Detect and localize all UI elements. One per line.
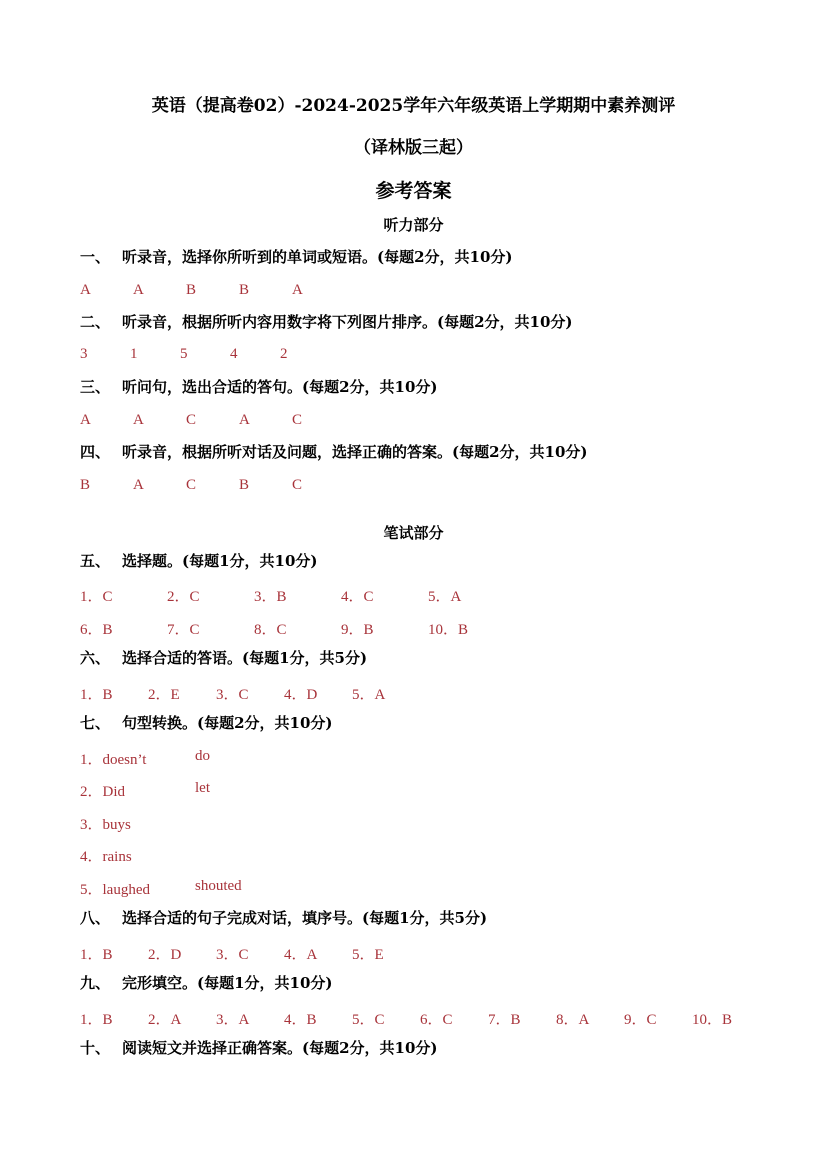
section-6-heading <box>80 647 367 668</box>
listening-heading: 听力部分 <box>383 216 444 234</box>
section-4-heading <box>80 441 588 462</box>
answer-item: C <box>292 412 303 428</box>
answer-item: let <box>195 780 210 796</box>
section-1-answers <box>80 282 303 299</box>
answer-item: 5．A <box>352 687 386 703</box>
answer-item: 3．C <box>216 947 249 963</box>
answer-item: 5 <box>180 346 188 362</box>
answer-item: B <box>239 477 250 493</box>
section-number: 二、 <box>80 313 111 331</box>
answer-item: 7．C <box>167 622 200 638</box>
answer-item: C <box>292 477 303 493</box>
answer-item: C <box>186 412 197 428</box>
section-9-answers <box>80 1008 732 1029</box>
answer-item: A <box>133 477 144 493</box>
section-3-heading <box>80 376 438 397</box>
section-7-heading <box>80 712 333 733</box>
answer-item: 3．buys <box>80 817 131 833</box>
section-instruction: 选择题。(每题1分，共10分) <box>122 552 318 570</box>
section-2-answers <box>80 346 288 363</box>
section-instruction: 完形填空。(每题1分，共10分) <box>122 974 333 992</box>
section-5-heading <box>80 550 318 571</box>
answer-item: 4．rains <box>80 849 132 865</box>
section-number: 九、 <box>80 974 111 992</box>
section-5-answers-row-2 <box>80 618 468 639</box>
answer-item: 2．E <box>148 687 180 703</box>
answer-item: 5．laughed <box>80 882 150 898</box>
section-1-heading <box>80 246 513 267</box>
answer-item: 1．B <box>80 947 113 963</box>
answer-item: A <box>80 412 91 428</box>
answer-item: 9．C <box>624 1012 657 1028</box>
answer-item: 7．B <box>488 1012 521 1028</box>
answer-item: 2．C <box>167 589 200 605</box>
section-2-heading <box>80 311 573 332</box>
section-8-heading <box>80 907 487 928</box>
answer-item: B <box>239 282 250 298</box>
answer-item: 6．B <box>80 622 113 638</box>
answer-item: A <box>80 282 91 298</box>
answer-item: 5．A <box>428 589 462 605</box>
section-number: 六、 <box>80 649 111 667</box>
section-5-answers-row-1 <box>80 585 461 606</box>
section-4-answers <box>80 477 302 494</box>
answer-item: 1 <box>130 346 138 362</box>
answer-item: 1．doesn’t <box>80 752 147 768</box>
section-number: 一、 <box>80 248 111 266</box>
answer-item: B <box>186 282 197 298</box>
answer-item: do <box>195 748 210 764</box>
section-instruction: 听录音，根据所听内容用数字将下列图片排序。(每题2分，共10分) <box>122 313 573 331</box>
answer-item: 3．A <box>216 1012 250 1028</box>
section-instruction: 句型转换。(每题2分，共10分) <box>122 714 333 732</box>
section-number: 五、 <box>80 552 111 570</box>
section-3-answers <box>80 412 302 429</box>
section-number: 四、 <box>80 443 111 461</box>
section-number: 八、 <box>80 909 111 927</box>
answer-item: B <box>80 477 91 493</box>
section-8-answers <box>80 943 384 964</box>
section-instruction: 听录音，根据所听对话及问题，选择正确的答案。(每题2分，共10分) <box>122 443 588 461</box>
answer-item: 2．Did <box>80 784 126 800</box>
answer-item: 10．B <box>428 622 469 638</box>
answer-item: 1．B <box>80 687 113 703</box>
title-line-2: （译林版三起） <box>354 138 473 158</box>
answer-item: 1．B <box>80 1012 113 1028</box>
answer-item: 2 <box>280 346 288 362</box>
answer-item: 3 <box>80 346 88 362</box>
answer-item: 10．B <box>692 1012 733 1028</box>
section-instruction: 阅读短文并选择正确答案。(每题2分，共10分) <box>122 1039 438 1057</box>
answer-item: 9．B <box>341 622 374 638</box>
section-number: 十、 <box>80 1039 111 1057</box>
answer-item: 4．D <box>284 687 318 703</box>
section-instruction: 选择合适的答语。(每题1分，共5分) <box>122 649 368 667</box>
answer-item: shouted <box>195 878 242 894</box>
section-number: 七、 <box>80 714 111 732</box>
answer-item: 4．A <box>284 947 318 963</box>
answer-item: 8．A <box>556 1012 590 1028</box>
answer-item: A <box>239 412 250 428</box>
section-9-heading <box>80 972 333 993</box>
section-instruction: 听问句，选出合适的答句。(每题2分，共10分) <box>122 378 438 396</box>
answer-item: A <box>292 282 303 298</box>
section-10-heading <box>80 1037 438 1058</box>
answer-item: C <box>186 477 197 493</box>
answer-item: A <box>133 282 144 298</box>
answer-item: 2．A <box>148 1012 182 1028</box>
answer-item: 3．C <box>216 687 249 703</box>
answer-item: 4．B <box>284 1012 317 1028</box>
answer-item: 2．D <box>148 947 182 963</box>
answer-item: 1．C <box>80 589 113 605</box>
answer-item: A <box>133 412 144 428</box>
section-number: 三、 <box>80 378 111 396</box>
answer-item: 4 <box>230 346 238 362</box>
section-instruction: 选择合适的句子完成对话，填序号。(每题1分，共5分) <box>122 909 488 927</box>
answers-heading: 参考答案 <box>375 180 452 202</box>
title-line-1: 英语（提高卷02）-2024-2025学年六年级英语上学期期中素养测评 <box>151 96 676 116</box>
answer-item: 5．E <box>352 947 384 963</box>
answer-item: 6．C <box>420 1012 453 1028</box>
section-6-answers <box>80 683 385 704</box>
writing-heading: 笔试部分 <box>383 524 444 542</box>
answer-item: 4．C <box>341 589 374 605</box>
section-instruction: 听录音，选择你所听到的单词或短语。(每题2分，共10分) <box>122 248 513 266</box>
answer-item: 8．C <box>254 622 287 638</box>
answer-item: 5．C <box>352 1012 385 1028</box>
answer-item: 3．B <box>254 589 287 605</box>
